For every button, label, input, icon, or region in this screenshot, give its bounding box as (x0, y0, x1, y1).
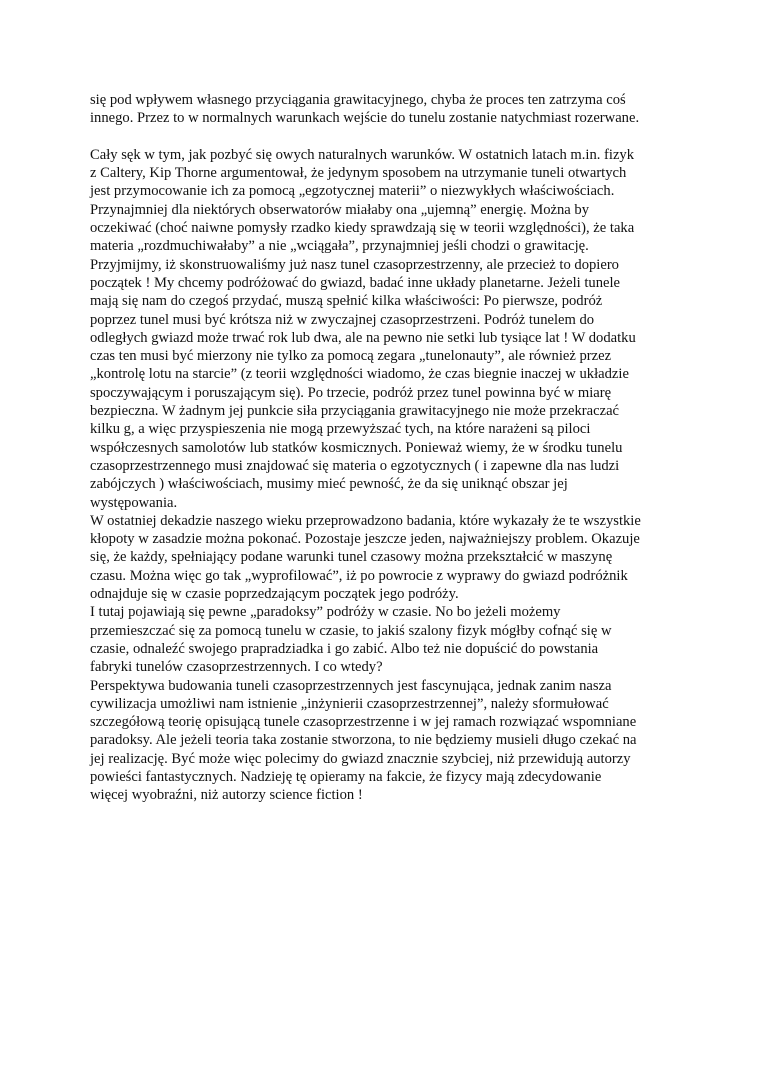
text-line: spoczywającym i poruszającym się). Po trzecie, podróż przez tunel powinna być w miarę (90, 384, 612, 401)
text-line: innego. Przez to w normalnych warunkach wejście do tunelu zostanie natychmiast rozerwane. (90, 110, 640, 127)
text-line: mają się nam do czegoś przydać, muszą spełnić kilka właściwości: Po pierwsze, podróż (90, 293, 603, 310)
text-line: odległych gwiazd może trwać rok lub dwa, ale na pewno nie setki lub tysiące lat ! W dodatku (90, 329, 636, 346)
text-line: czasoprzestrzennego musi znajdować się materia o egzotycznych ( i zapewne dla nas ludzi (90, 457, 620, 474)
text-line: kilku g, a więc przyspieszenia nie mogą przewyższać tych, na które narażeni są piloci (90, 421, 591, 438)
text-line: Przyjmijmy, iż skonstruowaliśmy już nasz tunel czasoprzestrzenny, ale przecież to dopiero (90, 256, 619, 273)
text-line: zabójczych ) właściwościach, musimy mieć pewność, że da się uniknąć obszar jej (90, 476, 568, 493)
text-line: oczekiwać (choć naiwne pomysły rzadko kiedy sprawdzają się w teorii względności), że taka (90, 220, 635, 237)
text-line: się, że każdy, spełniający podane warunki tunel czasowy można przekształcić w maszynę (90, 549, 613, 566)
text-line: z Caltery, Kip Thorne argumentował, że jedynym sposobem na utrzymanie tuneli otwartych (90, 165, 627, 182)
text-line: przemieszczać się za pomocą tunelu w czasie, to jakiś szalony fizyk mógłby cofnąć się w (90, 622, 612, 639)
text-line: Cały sęk w tym, jak pozbyć się owych naturalnych warunków. W ostatnich latach m.in. fizyk (90, 146, 635, 163)
text-line: początek ! My chcemy podróżować do gwiazd, badać inne układy planetarne. Jeżeli tunele (90, 274, 621, 291)
text-line: poprzez tunel musi być krótsza niż w zwyczajnej czasoprzestrzeni. Podróż tunelem do (90, 311, 595, 328)
text-line: się pod wpływem własnego przyciągania grawitacyjnego, chyba że proces ten zatrzyma coś (90, 92, 626, 108)
text-line: czasu. Można więc go tak „wyprofilować”, iż po powrocie z wyprawy do gwiazd podróżnik (90, 567, 628, 584)
text-line: czas ten musi być mierzony nie tylko za pomocą zegara „tunelonauty”, ale również przez (90, 348, 612, 365)
text-line: współczesnych samolotów lub statków kosmicznych. Ponieważ wiemy, że w środku tunelu (90, 439, 623, 456)
text-line: W ostatniej dekadzie naszego wieku przeprowadzono badania, które wykazały że te wszystkie (90, 512, 641, 529)
text-line: Przynajmniej dla niektórych obserwatorów miałaby ona „ujemną” energię. Można by (90, 201, 589, 218)
text-line: fabryki tunelów czasoprzestrzennych. I co wtedy? (90, 659, 383, 676)
text-line: szczegółową teorię opisującą tunele czasoprzestrzenne i w jej ramach rozwiązać wspomniane (90, 714, 637, 731)
text-line: materia „rozdmuchiwałaby” a nie „wciągała”, przynajmniej jeśli chodzi o grawitację. (90, 238, 589, 255)
text-line: jej realizację. Być może więc polecimy do gwiazd znacznie szybciej, niż przewidują autorzy (90, 750, 631, 767)
text-line: jest przymocowanie ich za pomocą „egzotycznej materii” o niezwykłych właściwościach. (90, 183, 615, 200)
text-line: „kontrolę lotu na starcie” (z teorii względności wiadomo, że czas biegnie inaczej w układzie (90, 366, 629, 383)
text-line: I tutaj pojawiają się pewne „paradoksy” podróży w czasie. No bo jeżeli możemy (90, 604, 561, 621)
document-body-text (90, 91, 680, 805)
text-line: cywilizacja umożliwi nam istnienie „inżynierii czasoprzestrzennej”, należy sformułować (90, 695, 609, 712)
text-line: czasie, odnaleźć swojego prapradziadka i go zabić. Albo też nie dopuścić do powstania (90, 640, 599, 657)
text-line: odnajduje się w czasie poprzedzającym początek jego podróży. (90, 586, 459, 603)
text-line: powieści fantastycznych. Nadzieję tę opieramy na fakcie, że fizycy mają zdecydowanie (90, 768, 602, 785)
text-line: kłopoty w zasadzie można pokonać. Pozostaje jeszcze jeden, najważniejszy problem. Okazuje (90, 531, 640, 548)
text-line: Perspektywa budowania tuneli czasoprzestrzennych jest fascynująca, jednak zanim nasza (90, 677, 612, 694)
text-line: bezpieczna. W żadnym jej punkcie siła przyciągania grawitacyjnego nie może przekraczać (90, 403, 620, 420)
text-line: więcej wyobraźni, niż autorzy science fiction ! (90, 787, 363, 804)
paragraph-gap (90, 128, 680, 146)
text-line: występowania. (90, 494, 178, 511)
text-line: paradoksy. Ale jeżeli teoria taka zostanie stworzona, to nie będziemy musieli długo czekać na (90, 732, 637, 749)
